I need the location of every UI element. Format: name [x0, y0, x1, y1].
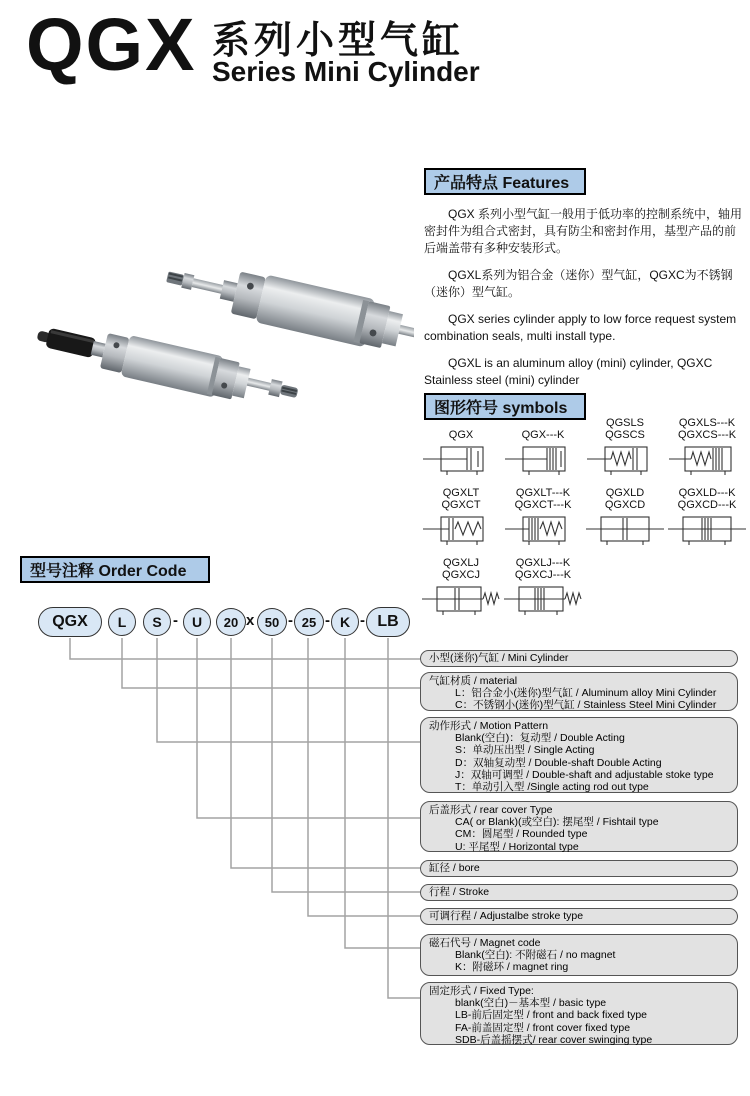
pneumatic-symbol-double-shaft-magnet: [667, 512, 747, 548]
box-line: L：铝合金小(迷你)型气缸 / Aluminum alloy Mini Cylinder: [455, 687, 717, 700]
code-box-material: [420, 672, 738, 711]
page-title-en: Series Mini Cylinder: [212, 56, 480, 87]
code-box-rear-cover: [420, 801, 738, 852]
code-separator: -: [173, 612, 178, 629]
page-title-cn: 系列小型气缸: [212, 20, 465, 62]
code-box-fixed-type: [420, 982, 738, 1045]
symbol-label: QGXCD: [604, 499, 646, 512]
features-paragraph-cn-1: QGX 系列小型气缸一般用于低功率的控制系统中，轴用密封件为组合式密封，具有防尘和密封作用，基型产品的前后端盖带有多种安装形式。: [424, 207, 743, 256]
symbol-label: QGXLS---K: [678, 416, 736, 429]
series-logo: QGX: [26, 3, 197, 86]
code-bubble-s: S: [143, 608, 171, 636]
symbol-qgxld: [584, 484, 666, 548]
ordercode-section-header: 型号注释 Order Code: [20, 556, 210, 583]
cylinder-large: [162, 253, 414, 366]
symbol-qgx: [420, 414, 502, 478]
box-line: S：单动压出型 / Single Acting: [455, 744, 595, 757]
code-box-adjustable-stroke: [420, 908, 738, 925]
features-section-header: 产品特点 Features: [424, 168, 586, 195]
box-line: CM：圆尾型 / Rounded type: [455, 828, 588, 841]
symbol-label: QGSLS: [606, 416, 644, 429]
pneumatic-symbol-basic-magnet: [503, 442, 583, 478]
code-box-magnet-code: [420, 934, 738, 976]
symbol-qgx-k: [502, 414, 584, 478]
box-title: 行程 / Stroke: [429, 886, 490, 899]
features-paragraph-en-2: QGXL is an aluminum alloy (mini) cylinder, QGXC Stainless steel (mini) cylinder: [424, 356, 713, 388]
symbol-label: QGXLD---K: [678, 486, 736, 499]
symbol-label: QGSCS: [605, 429, 645, 442]
code-separator: x: [246, 612, 255, 629]
symbol-qgxls-k: [666, 414, 748, 478]
box-line: Blank(空白): 不附磁石 / no magnet: [455, 949, 616, 962]
code-box-motion-pattern: [420, 717, 738, 793]
pneumatic-symbol-basic: [421, 442, 501, 478]
features-paragraph-cn-2: QGXL系列为铝合金（迷你）型气缸，QGXC为不锈钢（迷你）型气缸。: [424, 268, 733, 300]
features-text: [424, 206, 742, 399]
box-title: 固定形式 / Fixed Type:: [429, 985, 534, 997]
symbol-label: QGXCT: [441, 499, 481, 512]
features-paragraph-en-1: QGX series cylinder apply to low force request system combination seals, multi install type.: [424, 312, 737, 344]
pneumatic-symbol-spring-front-magnet: [503, 512, 583, 548]
symbol-label: QGXLJ: [442, 556, 480, 569]
symbol-label: QGXLD: [605, 486, 645, 499]
box-title: 缸径 / bore: [429, 862, 480, 875]
box-line: D：双轴复动型 / Double-shaft Double Acting: [455, 756, 662, 769]
product-photo: [24, 230, 414, 410]
box-title: 磁石代号 / Magnet code: [429, 937, 541, 949]
cylinder-small: [33, 315, 302, 410]
symbol-label: QGXCJ: [442, 569, 480, 582]
symbol-qgxlj-k: [502, 554, 584, 618]
symbol-label: QGXCJ---K: [514, 569, 572, 582]
box-line: SDB-后盖摇摆式/ rear cover swinging type: [455, 1033, 653, 1046]
pneumatic-symbol-double-shaft: [585, 512, 665, 548]
box-line: T：单动引入型 /Single acting rod out type: [455, 781, 649, 794]
code-box-mini-cylinder: [420, 650, 738, 667]
symbol-label: QGXCD---K: [677, 499, 737, 512]
symbol-label: QGX---K: [521, 429, 565, 442]
box-line: C：不锈钢小(迷你)型气缸 / Stainless Steel Mini Cylinder: [455, 699, 717, 712]
code-separator: -: [325, 612, 330, 629]
box-line: U: 平尾型 / Horizontal type: [455, 840, 579, 853]
code-bubble-stroke: 50: [257, 608, 287, 636]
pneumatic-symbol-double-spring-out: [421, 582, 501, 618]
code-bubble-qgx: QGX: [38, 607, 102, 637]
symbol-label: QGXCS---K: [677, 429, 737, 442]
box-line: blank(空白)－基本型 / basic type: [455, 997, 607, 1010]
code-bubble-u: U: [183, 608, 211, 636]
symbols-row-3: [420, 554, 750, 618]
code-bubble-k: K: [331, 608, 359, 636]
symbol-qgxlt-k: [502, 484, 584, 548]
box-line: Blank(空白)：复动型 / Double Acting: [455, 732, 625, 745]
symbol-label: QGXLT---K: [515, 486, 571, 499]
symbols-grid: [420, 414, 750, 618]
box-title: 后盖形式 / rear cover Type: [429, 804, 553, 816]
symbol-label: QGXLJ---K: [515, 556, 571, 569]
box-title: 可调行程 / Adjustalbe stroke type: [429, 910, 584, 923]
box-title: 动作形式 / Motion Pattern: [429, 720, 549, 732]
box-line: J：双轴可调型 / Double-shaft and adjustable stoke type: [455, 768, 714, 781]
symbol-qgxlj: [420, 554, 502, 618]
pneumatic-symbol-spring-rear-magnet: [667, 442, 747, 478]
symbol-qgsls: [584, 414, 666, 478]
code-box-bore: [420, 860, 738, 877]
code-bubble-lb: LB: [366, 607, 410, 637]
pneumatic-symbol-double-spring-out-magnet: [503, 582, 583, 618]
code-bubble-l: L: [108, 608, 136, 636]
symbols-row-2: [420, 484, 750, 548]
symbol-qgxld-k: [666, 484, 748, 548]
symbol-qgxlt: [420, 484, 502, 548]
symbols-row-1: [420, 414, 750, 478]
code-separator: -: [288, 612, 293, 629]
symbols-section-header: 图形符号 symbols: [424, 393, 586, 420]
box-line: FA-前盖固定型 / front cover fixed type: [455, 1021, 631, 1034]
pneumatic-symbol-spring-rear: [585, 442, 665, 478]
symbol-label: QGX: [448, 429, 474, 442]
code-box-stroke: [420, 884, 738, 901]
code-bubble-bore: 20: [216, 608, 246, 636]
box-title: 气缸材质 / material: [429, 675, 518, 687]
symbol-label: QGXCT---K: [514, 499, 572, 512]
code-bubble-adj: 25: [294, 608, 324, 636]
box-line: CA( or Blank)(或空白): 摆尾型 / Fishtail type: [455, 816, 659, 829]
box-line: K：附磁环 / magnet ring: [455, 961, 569, 974]
box-title: 小型(迷你)气缸 / Mini Cylinder: [429, 652, 569, 665]
box-line: LB-前后固定型 / front and back fixed type: [455, 1009, 647, 1022]
pneumatic-symbol-spring-front: [421, 512, 501, 548]
symbol-label: QGXLT: [442, 486, 480, 499]
code-separator: -: [360, 612, 365, 629]
